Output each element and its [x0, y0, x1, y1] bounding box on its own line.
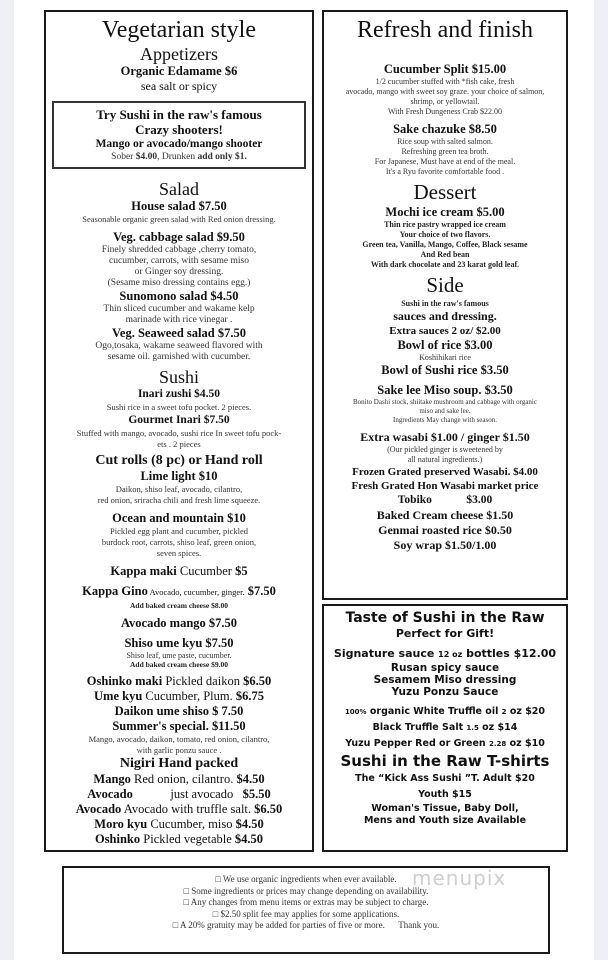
sunomono-salad: Sunomono salad $4.50	[119, 289, 239, 303]
drunken-price: add only $1.	[197, 152, 247, 162]
mochi-ice-cream: Mochi ice cream $5.00	[385, 205, 505, 219]
cabbage-salad: Veg. cabbage salad $9.50	[113, 230, 245, 244]
yuzu-size: 2.28	[489, 740, 507, 748]
truffle-oil-size: 2	[501, 708, 507, 716]
cucumber-desc-1: 1/2 cucumber stuffed with *fish cake, fresh	[375, 77, 515, 86]
mochi-desc-4: And Red bean	[420, 250, 470, 259]
house-salad-desc: Seasonable organic green salad with Red onion dressing.	[82, 214, 276, 224]
shiso-desc: Shiso leaf, ume paste, cucumber.	[126, 651, 232, 660]
gourmet-inari: Gourmet Inari $7.50	[128, 414, 230, 426]
shiso-ume-kyu: Shiso ume kyu $7.50	[124, 636, 234, 650]
side-heading: Side	[426, 273, 464, 297]
nigiri-desc: Avocado with truffle salt.	[121, 802, 255, 816]
lime-light: Lime light $10	[140, 469, 218, 483]
note-changes: □ Any changes from menu items or extras may be subject to charge.	[183, 897, 429, 907]
truffle-salt-price: oz $14	[478, 722, 518, 733]
nigiri-avocado-truffle	[46, 802, 312, 817]
ocean-desc-2: burdock root, carrots, shiso leaf, green onion,	[101, 537, 257, 547]
sauce-yuzu: Yuzu Ponzu Sauce	[391, 686, 499, 698]
ginger-desc-1: (Our pickled ginger is sweetened by	[387, 445, 503, 454]
gino-name: Kappa Gino	[82, 584, 148, 598]
umekyu-price: $6.75	[235, 689, 264, 703]
shooters-line3: Mango or avocado/mango shooter	[95, 138, 263, 150]
oshinko-price: $6.50	[243, 674, 272, 688]
yuzu-price: oz $10	[506, 738, 545, 749]
dessert-heading: Dessert	[413, 180, 477, 204]
truffle-oil-label: organic White Truffle oil	[366, 706, 502, 717]
lime-desc-1: Daikon, shiso leaf, avocado, cilantro,	[115, 484, 243, 494]
gourmet-desc-1: Stuffed with mango, avocado, sushi rice In sweet tofu pock-	[76, 428, 282, 438]
kappa-price: $5	[235, 564, 248, 578]
oshinko-desc: Pickled daikon	[162, 674, 244, 688]
note-gratuity: □ A 20% gratuity may be added for parties of five or more. Thank you.	[172, 920, 440, 930]
sushi-heading: Sushi	[158, 367, 200, 387]
inari-zushi: Inari zushi $4.50	[137, 388, 221, 400]
shooters-line2: Crazy shooters!	[135, 122, 223, 137]
sunomono-desc-2: marinade with rice vinegar .	[125, 315, 233, 325]
extra-wasabi-ginger: Extra wasabi $1.00 / ginger $1.50	[360, 430, 530, 444]
mochi-desc-3: Green tea, Vanilla, Mango, Coffee, Black sesame	[362, 240, 528, 249]
sake-chazuke: Sake chazuke $8.50	[393, 122, 497, 136]
shooters-line1: Try Sushi in the raw's famous	[96, 107, 262, 122]
house-salad: House salad $7.50	[131, 199, 227, 213]
ocean-desc-3: seven spices.	[156, 548, 202, 558]
cabbage-desc-1: Finely shredded cabbage ,cherry tomato,	[101, 245, 257, 255]
nigiri-mango	[46, 772, 312, 787]
mochi-desc-2: Your choice of two flavors.	[399, 230, 491, 239]
sake-desc-3: For Japanese, Must have at end of the meal.	[374, 157, 516, 166]
yuzu-pepper	[324, 736, 566, 752]
lime-desc-2: red onion, sriracha chili and fresh lime squeeze.	[97, 495, 261, 505]
umekyu-name: Ume kyu	[94, 689, 143, 703]
ginger-desc-2: all natural ingredients.)	[407, 455, 483, 464]
vegetarian-section	[44, 10, 314, 852]
summer-desc-2: with garlic ponzu sauce .	[136, 745, 222, 755]
tshirt-heading: Sushi in the Raw T-shirts	[340, 752, 550, 770]
tobiko: Tobiko $3.00	[397, 494, 493, 506]
tshirt-sizes: Mens and Youth size Available	[363, 815, 527, 826]
side-sauces: sauces and dressing.	[393, 309, 497, 323]
sober-price: $4.00	[135, 152, 158, 162]
sig-price: bottles $12.00	[462, 647, 557, 660]
mochi-desc-1: Thin rice pastry wrapped ice cream	[384, 220, 506, 229]
umekyu-desc: Cucumber, Plum.	[142, 689, 236, 703]
signature-sauce	[324, 647, 566, 662]
gift-subheading: Perfect for Gift!	[395, 627, 495, 640]
miso-desc-3: Ingredients May change with season.	[393, 416, 497, 424]
summer-special: Summer's special. $11.50	[112, 719, 246, 733]
kappa-name: Kappa maki	[110, 564, 177, 578]
sake-desc-2: Refreshing green tea broth.	[401, 147, 489, 156]
ocean-mountain: Ocean and mountain $10	[112, 511, 246, 525]
tshirt-adult: The “Kick Ass Sushi ”T. Adult $20	[355, 773, 535, 784]
tshirt-women: Woman's Tissue, Baby Doll,	[371, 803, 519, 814]
kappa-maki	[46, 564, 312, 579]
koshihikari: Koshihikari rice	[419, 353, 471, 362]
tshirt-youth: Youth $15	[418, 789, 472, 800]
cut-rolls-heading: Cut rolls (8 pc) or Hand roll	[95, 453, 263, 468]
ume-kyu	[46, 689, 312, 704]
gift-section	[322, 604, 568, 852]
nigiri-name: Moro kyu	[94, 817, 148, 831]
edamame-desc: sea salt or spicy	[140, 79, 218, 93]
section-title-refresh: Refresh and finish	[357, 17, 533, 43]
sig-size: 12 oz	[438, 650, 463, 659]
truffle-salt	[324, 720, 566, 736]
summer-desc-1: Mango, avocado, daikon, tomato, red onion, cilantro,	[88, 734, 270, 744]
nigiri-name: Avocado	[75, 802, 122, 816]
bowl-of-sushi-rice: Bowl of Sushi rice $3.50	[381, 363, 509, 377]
sober-label: Sober	[111, 152, 136, 162]
truffle-oil-pct: 100%	[344, 708, 367, 716]
nigiri-name: Mango	[93, 772, 131, 786]
oshinko-maki	[46, 674, 312, 689]
note-split-fee: □ $2.50 split fee may applies for some applications.	[212, 908, 400, 919]
bowl-of-rice: Bowl of rice $3.00	[397, 338, 493, 352]
daikon-ume-shiso: Daikon ume shiso $ 7.50	[114, 704, 244, 718]
shiso-add: Add baked cream cheese $9.00	[130, 660, 228, 669]
note-organic: □ We use organic ingredients when ever available.	[215, 874, 397, 884]
appetizers-heading: Appetizers	[140, 44, 218, 64]
mochi-desc-5: With dark chocolate and 23 karat gold leaf.	[370, 260, 520, 269]
cucumber-desc-2: avocado, mango with sweet soy graze. your choice of salmon,	[345, 87, 545, 96]
cabbage-desc-3: or Ginger soy dressing.	[134, 267, 224, 277]
kappa-gino	[46, 584, 312, 600]
inari-desc: Sushi rice in a sweet tofu pocket. 2 pieces.	[106, 402, 252, 412]
nigiri-name: Avocado	[87, 787, 133, 801]
truffle-salt-label: Black Truffle Salt	[372, 722, 467, 733]
refresh-finish-section	[322, 10, 568, 600]
nigiri-price: $4.50	[234, 832, 264, 846]
kappa-desc: Cucumber	[176, 564, 236, 578]
sauce-sesame: Sesamem Miso dressing	[373, 674, 517, 686]
shooters-price-line	[56, 152, 302, 163]
gino-desc: Avocado, cucumber, ginger.	[147, 587, 245, 597]
nigiri-desc: Red onion, cilantro.	[130, 772, 237, 786]
salad-heading: Salad	[159, 179, 199, 199]
baked-cream-cheese: Baked Cream cheese $1.50	[376, 508, 514, 522]
sig-label: Signature sauce	[333, 647, 439, 660]
nigiri-name: Oshinko	[94, 832, 141, 846]
seaweed-desc-2: sesame oil. garnished with cucumber.	[107, 352, 251, 362]
truffle-oil	[324, 704, 566, 720]
fresh-hon-wasabi: Fresh Grated Hon Wasabi market price	[351, 480, 539, 492]
genmai-rice: Genmai roasted rice $0.50	[378, 523, 512, 537]
nigiri-price: $5.50	[242, 787, 271, 801]
cucumber-desc-3: shrimp, or yellowtail.	[410, 97, 480, 106]
frozen-wasabi: Frozen Grated preserved Wasabi. $4.00	[352, 466, 538, 478]
gino-price: $7.50	[244, 584, 276, 598]
soy-wrap: Soy wrap $1.50/1.00	[393, 538, 497, 552]
truffle-oil-price: oz $20	[506, 706, 546, 717]
gift-heading: Taste of Sushi in the Raw	[345, 610, 545, 626]
ocean-desc-1: Pickled egg plant and cucumber, pickled	[110, 526, 248, 536]
nigiri-desc: Pickled vegetable	[140, 832, 235, 846]
extra-sauces: Extra sauces 2 oz/ $2.00	[389, 325, 501, 337]
oshinko-name: Oshinko maki	[86, 674, 163, 688]
cucumber-split: Cucumber Split $15.00	[383, 62, 507, 76]
gino-add: Add baked cream cheese $8.00	[130, 601, 228, 610]
watermark-logo: menupix	[412, 866, 507, 890]
miso-desc-2: miso and sake lee.	[419, 407, 471, 415]
nigiri-heading: Nigiri Hand packed	[119, 756, 239, 771]
nigiri-price: $4.50	[235, 817, 264, 831]
avocado-mango: Avocado mango $7.50	[120, 616, 238, 630]
sunomono-desc-1: Thin sliced cucumber and wakame kelp	[103, 304, 255, 314]
seaweed-salad: Veg. Seaweed salad $7.50	[112, 326, 246, 340]
cabbage-desc-2: cucumber, carrots, with sesame miso	[109, 256, 249, 266]
sauce-rusan: Rusan spicy sauce	[390, 662, 500, 674]
nigiri-desc: Cucumber, miso	[147, 817, 236, 831]
nigiri-oshinko	[46, 832, 312, 847]
shooters-box	[52, 101, 306, 169]
nigiri-avocado	[46, 787, 312, 802]
side-intro: Sushi in the raw's famous	[401, 299, 489, 308]
sake-desc-4: It's a Ryu favorite comfortable food .	[385, 167, 505, 176]
nigiri-desc: just avocado	[132, 787, 243, 801]
nigiri-price: $6.50	[254, 802, 283, 816]
miso-desc-1: Bonito Dashi stock, shiitake mushroom and cabbage with organic	[353, 398, 537, 406]
sake-lee-miso: Sake lee Miso soup. $3.50	[377, 383, 513, 397]
cabbage-desc-4: (Sesame miso dressing contains egg.)	[107, 278, 251, 288]
section-title-vegetarian: Vegetarian style	[102, 17, 256, 43]
nigiri-price: $4.50	[236, 772, 265, 786]
edamame-item: Organic Edamame $6	[120, 64, 238, 78]
sake-desc-1: Rice soup with salted salmon.	[397, 137, 493, 146]
yuzu-label: Yuzu Pepper Red or Green	[345, 738, 490, 749]
gourmet-desc-2: ets . 2 pieces	[157, 439, 201, 449]
truffle-salt-size: 1.5	[466, 724, 479, 732]
seaweed-desc-1: Ogo,tosaka, wakame seaweed flavored with	[95, 341, 263, 351]
drunken-label: , Drunken	[157, 152, 198, 162]
cucumber-desc-4: With Fresh Dungeness Crab $22.00	[387, 107, 503, 116]
nigiri-moro-kyu	[46, 817, 312, 832]
note-availability: □ Some ingredients or prices may change depending on availability.	[183, 885, 429, 896]
